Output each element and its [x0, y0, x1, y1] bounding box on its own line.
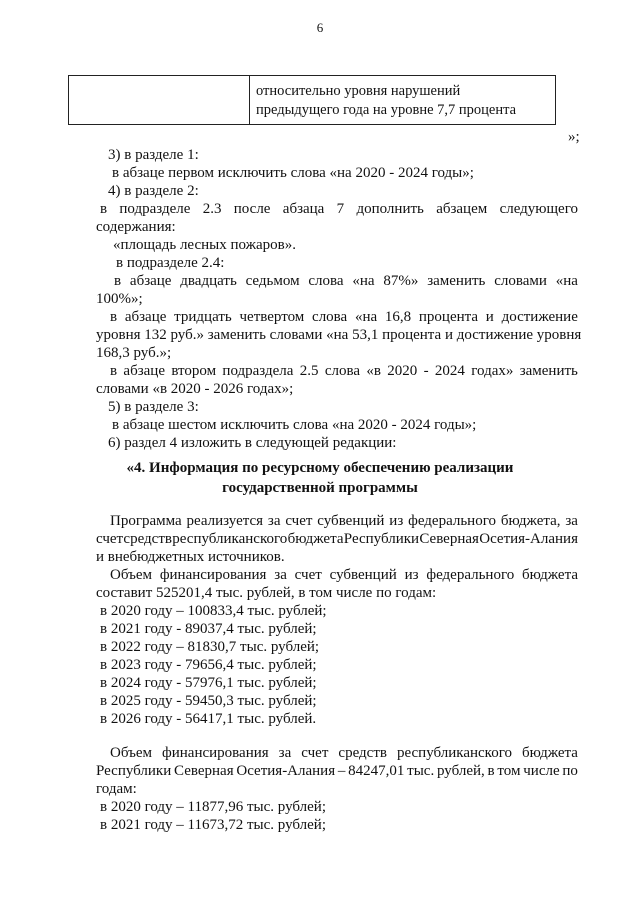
- word: втором: [171, 363, 217, 379]
- word: абзаце: [129, 273, 172, 289]
- word: слова: [324, 363, 360, 379]
- word: заменить: [427, 273, 486, 289]
- word: республиканского: [396, 745, 512, 761]
- sub23-quote: «площадь лесных пожаров».: [113, 237, 296, 253]
- word: за: [565, 513, 578, 529]
- word: двадцать: [180, 273, 237, 289]
- word: 84247,01: [348, 763, 405, 779]
- word: Объем: [110, 567, 152, 583]
- federal-year-2023: в 2023 году - 79656,4 тыс. рублей;: [100, 657, 317, 673]
- p34-line1: [110, 308, 578, 326]
- word: абзаца: [282, 201, 325, 217]
- word: средств: [123, 531, 172, 547]
- word: -: [423, 363, 429, 379]
- section1-text: в абзаце первом исключить слова «на 2020 - 2024 годы»;: [112, 165, 474, 181]
- word: 2020: [387, 363, 418, 379]
- word: дополнить: [356, 201, 424, 217]
- word: 7: [336, 201, 345, 217]
- word: слова: [312, 309, 348, 325]
- para1-line2: [96, 530, 578, 548]
- word: 2.5: [299, 363, 319, 379]
- word: субвенций: [329, 567, 397, 583]
- word: Осетия-Алания: [236, 763, 336, 779]
- word: счет: [301, 745, 329, 761]
- word: «на: [352, 273, 375, 289]
- indicator-table: [68, 75, 556, 125]
- word: средств: [338, 745, 387, 761]
- table-cell-line: относительно уровня нарушений: [256, 83, 461, 99]
- word: бюджета,: [500, 513, 561, 529]
- word: Осетия-Алания: [479, 531, 578, 547]
- word: следующего: [499, 201, 578, 217]
- word: Республики: [343, 531, 420, 547]
- para3-line1: [110, 744, 578, 762]
- word: в: [110, 363, 118, 379]
- word: 87%»: [383, 273, 419, 289]
- word: абзацем: [436, 201, 488, 217]
- table-cell-text: [250, 76, 556, 125]
- para3-line2: [96, 762, 578, 780]
- page-number: 6: [316, 20, 324, 35]
- closing-quote: »;: [568, 129, 580, 145]
- section1-item: 3) в разделе 1:: [108, 147, 199, 163]
- federal-year-2020: в 2020 году – 100833,4 тыс. рублей;: [100, 603, 327, 619]
- para1-line3: и внебюджетных источников.: [96, 549, 285, 565]
- word: годах»: [471, 363, 514, 379]
- p34-line3: 168,3 руб.»;: [96, 345, 172, 361]
- word: финансирования: [159, 567, 267, 583]
- word: словами: [494, 273, 547, 289]
- p27-line1: [114, 272, 578, 290]
- word: подразделе: [119, 201, 191, 217]
- word: процента: [418, 309, 479, 325]
- word: в: [110, 309, 118, 325]
- word: четвертом: [239, 309, 305, 325]
- word: Республики: [96, 763, 172, 779]
- word: республиканского: [172, 531, 288, 547]
- word: по: [562, 763, 578, 779]
- word: Программа: [110, 513, 182, 529]
- word: счет: [96, 531, 124, 547]
- table-cell-line: предыдущего года на уровне 7,7 процента: [256, 102, 517, 118]
- word: и: [485, 309, 494, 325]
- word: тыс.: [407, 763, 435, 779]
- federal-year-2022: в 2022 году – 81830,7 тыс. рублей;: [100, 639, 320, 655]
- word: рублей,: [436, 763, 485, 779]
- word: федерального: [426, 567, 515, 583]
- word: достижение: [501, 309, 578, 325]
- p25-line1: [110, 362, 578, 380]
- table-cell-empty: [69, 76, 250, 125]
- word: за: [267, 513, 281, 529]
- word: Объем: [110, 745, 152, 761]
- sub23-line1: [100, 200, 578, 218]
- word: тридцать: [174, 309, 232, 325]
- word: «на: [354, 309, 378, 325]
- word: –: [337, 763, 346, 779]
- word: бюджета: [287, 531, 344, 547]
- word: бюджета: [522, 745, 578, 761]
- section3-text: в абзаце шестом исключить слова «на 2020 - 2024 годы»;: [112, 417, 477, 433]
- republic-year-2021: в 2021 году – 11673,72 тыс. рублей;: [100, 817, 326, 833]
- word: в: [114, 273, 122, 289]
- para2-line1: [110, 566, 578, 584]
- sub23-line2: содержания:: [96, 219, 176, 235]
- word: «в: [366, 363, 381, 379]
- section3-item: 5) в разделе 3:: [108, 399, 199, 415]
- para3-line3: годам:: [96, 781, 137, 797]
- word: реализуется: [186, 513, 264, 529]
- word: подраздела: [222, 363, 294, 379]
- word: слова: [308, 273, 344, 289]
- word: абзаце: [123, 363, 165, 379]
- federal-year-2025: в 2025 году - 59450,3 тыс. рублей;: [100, 693, 317, 709]
- word: Северная: [419, 531, 479, 547]
- p25-line2: словами «в 2020 - 2026 годах»;: [96, 381, 294, 397]
- word: том: [497, 763, 521, 779]
- federal-year-2024: в 2024 году - 57976,1 тыс. рублей;: [100, 675, 317, 691]
- word: за: [278, 745, 292, 761]
- word: за: [274, 567, 287, 583]
- word: из: [389, 513, 404, 529]
- word: в: [100, 201, 108, 217]
- republic-year-2020: в 2020 году – 11877,96 тыс. рублей;: [100, 799, 326, 815]
- p27-line2: 100%»;: [96, 291, 143, 307]
- word: счет: [285, 513, 313, 529]
- word: седьмом: [245, 273, 300, 289]
- section-heading-line2: государственной программы: [222, 480, 418, 496]
- word: федерального: [408, 513, 496, 529]
- word: 16,8: [384, 309, 412, 325]
- word: заменить: [519, 363, 578, 379]
- word: субвенций: [317, 513, 385, 529]
- p34-line2: уровня 132 руб.» заменить словами «на 53,1 процента и достижение уровня: [96, 327, 582, 343]
- word: «на: [555, 273, 578, 289]
- word: 2.3: [202, 201, 222, 217]
- word: абзаце: [124, 309, 167, 325]
- section2-item: 4) в разделе 2:: [108, 183, 199, 199]
- word: финансирования: [162, 745, 269, 761]
- para2-line2: составит 525201,4 тыс. рублей, в том числе по годам:: [96, 585, 437, 601]
- word: из: [404, 567, 419, 583]
- word: 2024: [434, 363, 465, 379]
- federal-year-2026: в 2026 году - 56417,1 тыс. рублей.: [100, 711, 317, 727]
- word: Северная: [174, 763, 234, 779]
- word: бюджета: [522, 567, 578, 583]
- federal-year-2021: в 2021 году - 89037,4 тыс. рублей;: [100, 621, 317, 637]
- word: числе: [523, 763, 560, 779]
- para1-line1: [110, 512, 578, 530]
- word: после: [233, 201, 271, 217]
- section4-item: 6) раздел 4 изложить в следующей редакции:: [108, 435, 397, 451]
- word: счет: [294, 567, 322, 583]
- word: в: [487, 763, 495, 779]
- section-heading-line1: «4. Информация по ресурсному обеспечению реализации: [126, 460, 514, 476]
- sub24-item: в подразделе 2.4:: [116, 255, 225, 271]
